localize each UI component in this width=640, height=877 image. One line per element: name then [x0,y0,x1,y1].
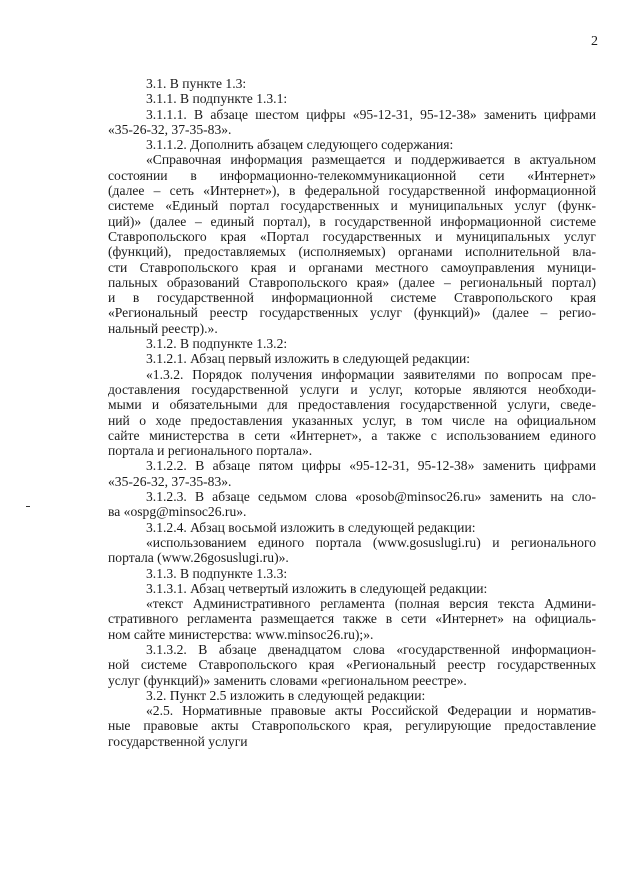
text-line: «текст Административного регламента (полная версия текста Админи- [146,596,596,612]
margin-mark [26,506,30,507]
text-line: 3.1.1.2. Дополнить абзацем следующего содержания: [146,137,454,153]
text-line: 3.1.2.1. Абзац первый изложить в следующей редакции: [146,351,471,367]
text-line: сти Ставропольского края и органами местного самоуправления муници- [108,259,596,275]
text-line: портала и регионального портала». [108,443,313,459]
text-line: стративного регламента размещается также в сети «Интернет» на официаль- [108,611,596,627]
text-line: 3.1.3.2. В абзаце двенадцатом слова «государственной информацион- [146,641,596,657]
text-line: 3.1.1.1. В абзаце шестом цифры «95-12-31, 95-12-38» заменить цифрами [146,106,596,122]
text-line: «использованием единого портала (www.gosuslugi.ru) и регионального [146,534,596,550]
text-line: услуг (функций)» заменить словами «региональном реестре». [108,672,467,688]
text-line: состоянии в информационно-телекоммуникационной сети «Интернет» [108,167,596,183]
text-line: и в государственной информационной системе Ставропольского края [108,290,596,306]
page-number: 2 [591,34,598,49]
text-line: Ставропольского края «Портал государственных и муниципальных услуг [108,228,596,244]
text-line: 3.1.2.4. Абзац восьмой изложить в следующей редакции: [146,519,476,535]
text-line: 3.1.2. В подпункте 1.3.2: [146,336,288,352]
text-line: ной системе Ставропольского края «Региональный реестр государственных [108,657,596,673]
text-line: государственной услуги [108,733,248,749]
text-line: ные правовые акты Ставропольского края, регулирующие предоставление [108,718,596,734]
text-line: «35-26-32, 37-35-83». [108,473,232,489]
text-line: «Региональный реестр государственных услуг (функций)» (далее – регио- [108,305,596,321]
text-line: нальный реестр).». [108,320,218,336]
text-line: (далее – сеть «Интернет»), в федеральной государственной информационной [108,183,596,199]
text-line: сайте министерства в сети «Интернет», а также с использованием единого [108,427,596,443]
text-line: (функций), предоставляемых (исполняемых) органами исполнительной вла- [108,244,596,260]
text-line: «2.5. Нормативные правовые акты Российской Федерации и норматив- [146,703,596,719]
text-line: 3.1.1. В подпункте 1.3.1: [146,91,288,107]
text-line: ций)» (далее – единый портал), в государственной информационной системе [108,213,596,229]
text-line: 3.1.2.2. В абзаце пятом цифры «95-12-31, 95-12-38» заменить цифрами [146,458,596,474]
text-line: 3.1.3.1. Абзац четвертый изложить в следующей редакции: [146,580,488,596]
document-body [108,76,596,749]
text-line: 3.1. В пункте 1.3: [146,76,247,91]
text-line: портала (www.26gosuslugi.ru)». [108,550,289,566]
text-line: доставления государственной услуги и услуг, которые являются необходи- [108,381,596,397]
text-line: мыми и обязательными для предоставления государственной услуги, сведе- [108,397,596,413]
text-line: ний о ходе предоставления указанных услуг, в том числе на официальном [108,412,596,428]
text-line: 3.1.2.3. В абзаце седьмом слова «posob@minsoc26.ru» заменить на сло- [146,489,596,505]
text-line: 3.2. Пункт 2.5 изложить в следующей редакции: [146,687,426,703]
text-line: системе «Единый портал государственных и муниципальных услуг (функ- [108,198,596,214]
text-line: ном сайте министерства: www.minsoc26.ru);». [108,626,374,642]
text-line: пальных образований Ставропольского края» (далее – региональный портал) [108,274,596,290]
text-line: «1.3.2. Порядок получения информации заявителями по вопросам пре- [146,366,596,382]
text-line: «35-26-32, 37-35-83». [108,121,232,137]
text-line: 3.1.3. В подпункте 1.3.3: [146,565,288,581]
text-line: «Справочная информация размещается и поддерживается в актуальном [146,152,596,168]
text-line: ва «ospg@minsoc26.ru». [108,504,247,520]
